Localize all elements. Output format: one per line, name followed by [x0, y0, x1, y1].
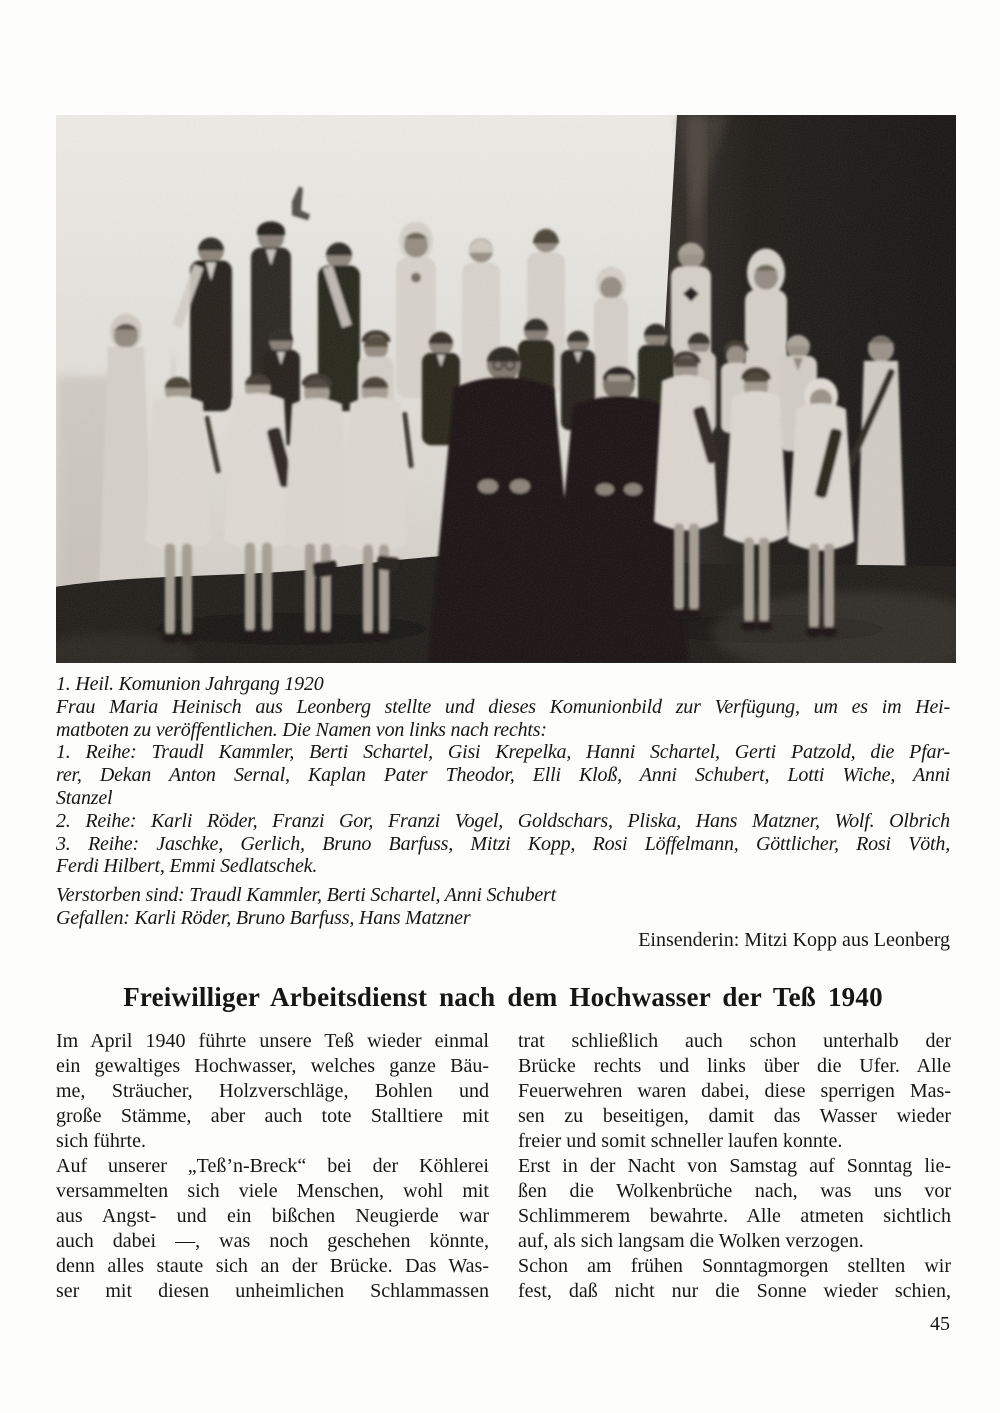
text-line: große Stämme, aber auch tote Stalltiere mit	[56, 1105, 489, 1127]
communion-photo	[56, 115, 956, 663]
caption-line: matboten zu veröffentlichen. Die Namen von links nach rechts:	[56, 718, 547, 741]
memorial-line: Gefallen: Karli Röder, Bruno Barfuss, Hans Matzner	[56, 907, 471, 929]
sender-credit: Einsenderin: Mitzi Kopp aus Leonberg	[638, 929, 950, 951]
text-line: auf, als sich langsam die Wolken verzogen.	[518, 1230, 864, 1252]
caption-line: Stanzel	[56, 786, 113, 809]
memorial-line: Verstorben sind: Traudl Kammler, Berti Schartel, Anni Schubert	[56, 884, 556, 906]
caption-line: Ferdi Hilbert, Emmi Sedlatschek.	[56, 855, 318, 878]
page-number: 45	[930, 1313, 950, 1335]
text-line: Auf unserer „Teß’n-Breck“ bei der Köhlerei	[56, 1155, 489, 1177]
text-line: trat schließlich auch schon unterhalb der	[518, 1030, 951, 1052]
article-body	[56, 1029, 951, 1304]
memorial-lines	[56, 884, 950, 930]
text-line: sen zu beseitigen, damit das Wasser wieder	[518, 1105, 951, 1127]
caption-line: 1. Reihe: Traudl Kammler, Berti Schartel, Gisi Krepelka, Hanni Schartel, Gerti Patzold, die Pfar-	[56, 741, 950, 764]
text-line: freier und somit schneller laufen konnte.	[518, 1130, 843, 1152]
caption-line: rer, Dekan Anton Sernal, Kaplan Pater Theodor, Elli Kloß, Anni Schubert, Lotti Wiche, Anni	[56, 764, 950, 787]
text-line: Erst in der Nacht von Samstag auf Sonntag lie-	[518, 1155, 951, 1177]
text-line: Brücke rechts und links über die Ufer. Alle	[518, 1055, 951, 1077]
photo-grain	[56, 115, 956, 663]
text-line: ser mit diesen unheimlichen Schlammassen	[56, 1280, 489, 1302]
text-line: sich führte.	[56, 1130, 146, 1152]
caption-line: Frau Maria Heinisch aus Leonberg stellte und dieses Komunionbild zur Verfügung, um es im Hei-	[56, 695, 950, 718]
article-column-left	[56, 1029, 489, 1304]
caption-line: 2. Reihe: Karli Röder, Franzi Gor, Franzi Vogel, Goldschars, Pliska, Hans Matzner, Wolf. Olbrich	[56, 809, 950, 832]
article-column-right	[518, 1029, 951, 1304]
text-line: aus Angst- und ein bißchen Neugierde war	[56, 1205, 489, 1227]
text-line: auch dabei —, was noch geschehen könnte,	[56, 1230, 489, 1252]
text-line: Schon am frühen Sonntagmorgen stellten wir	[518, 1255, 951, 1277]
text-line: ein gewaltiges Hochwasser, welches ganze Bäu-	[56, 1055, 489, 1077]
article-title: Freiwilliger Arbeitsdienst nach dem Hochwasser der Teß 1940	[123, 982, 883, 1012]
photo-caption	[56, 673, 950, 878]
text-line: versammelten sich viele Menschen, wohl mit	[56, 1180, 489, 1202]
text-line: Schlimmerem bewahrte. Alle atmeten sichtlich	[518, 1205, 951, 1227]
text-line: me, Sträucher, Holzverschläge, Bohlen und	[56, 1080, 489, 1102]
text-line: Feuerwehren waren dabei, diese sperrigen Mas-	[518, 1080, 951, 1102]
text-line: ßen die Wolkenbrüche nach, was uns vor	[518, 1180, 951, 1202]
text-line: fest, daß nicht nur die Sonne wieder schien,	[518, 1280, 951, 1302]
caption-line: 1. Heil. Komunion Jahrgang 1920	[56, 673, 324, 695]
caption-line: 3. Reihe: Jaschke, Gerlich, Bruno Barfuss, Mitzi Kopp, Rosi Löffelmann, Göttlicher, Rosi Vöth,	[56, 832, 950, 855]
text-line: denn alles staute sich an der Brücke. Das Was-	[56, 1255, 489, 1277]
text-line: Im April 1940 führte unsere Teß wieder einmal	[56, 1030, 489, 1052]
